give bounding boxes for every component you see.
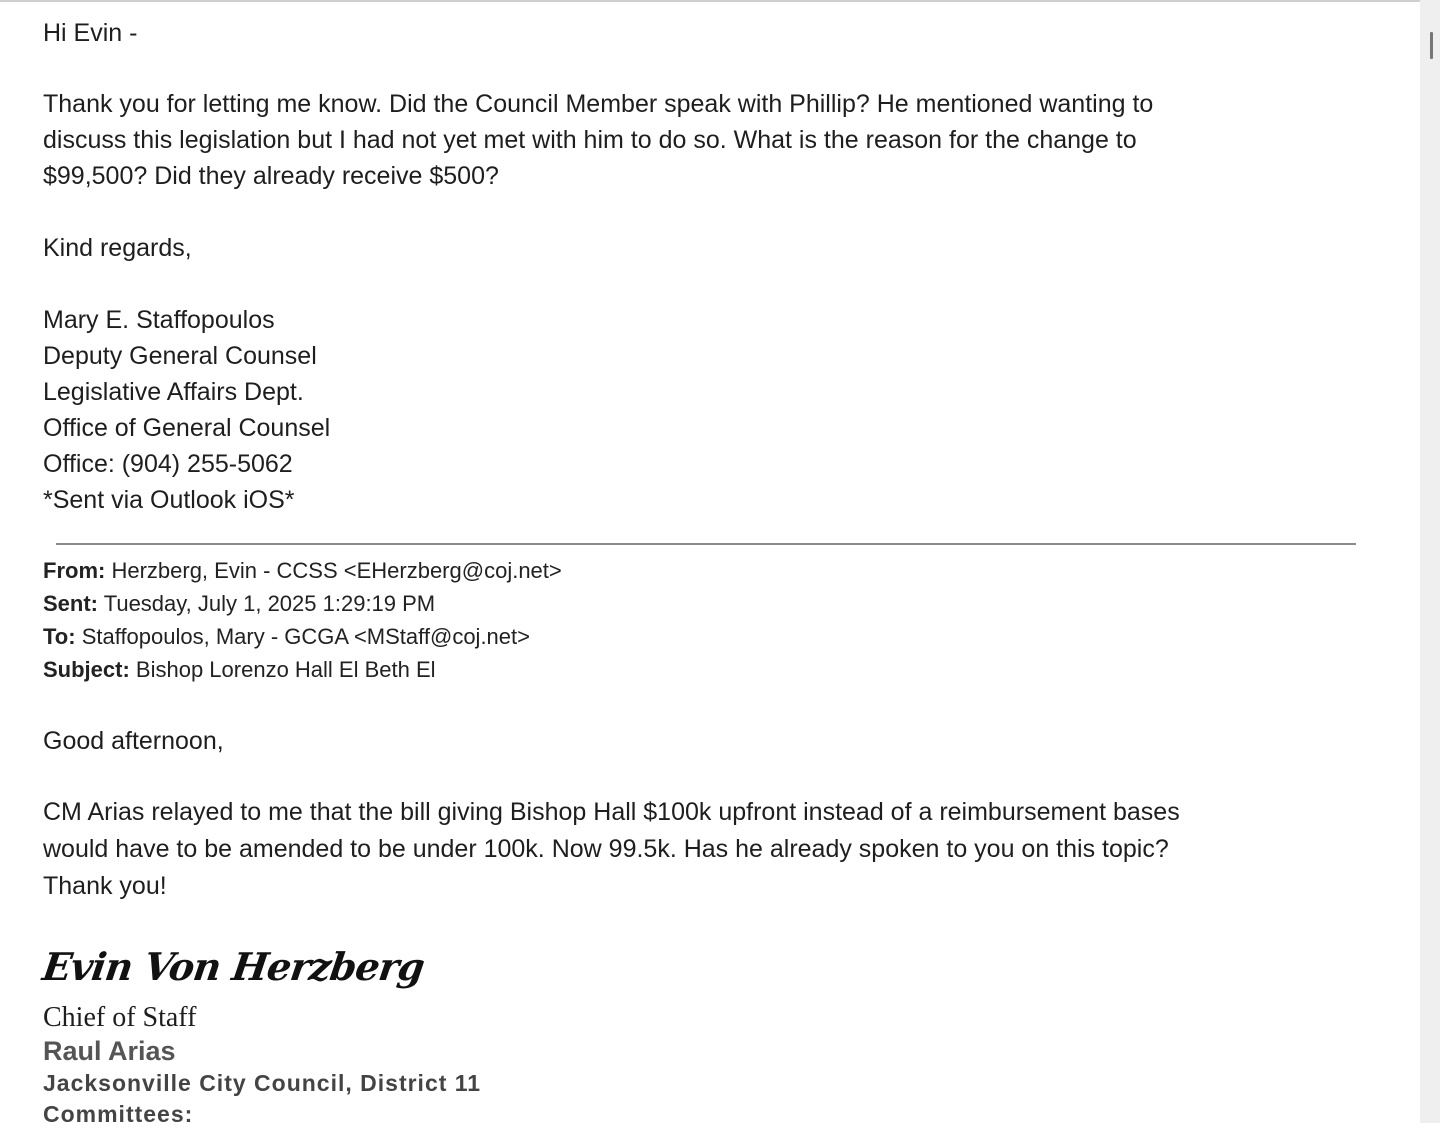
reply-body-line: Thank you for letting me know. Did the Council Member speak with Phillip? He mentioned wanting to xyxy=(43,90,1154,118)
from-label: From: xyxy=(43,558,106,583)
signature-line: Legislative Affairs Dept. xyxy=(43,378,304,406)
handwritten-signature: Evin Von Herzberg xyxy=(39,944,427,989)
to-label: To: xyxy=(43,624,76,649)
original-body-line: would have to be amended to be under 100k. Now 99.5k. Has he already spoken to you on this topic? xyxy=(43,835,1169,863)
council-district: Jacksonville City Council, District 11 xyxy=(43,1070,482,1096)
scrollbar[interactable] xyxy=(1420,0,1440,1123)
reply-closing: Kind regards, xyxy=(43,234,192,262)
original-body-line: Thank you! xyxy=(43,872,167,900)
scrollbar-thumb[interactable] xyxy=(1430,32,1433,59)
header-from xyxy=(43,558,562,584)
signature-phone: Office: (904) 255-5062 xyxy=(43,450,293,478)
original-greeting: Good afternoon, xyxy=(43,727,224,755)
header-to xyxy=(43,624,530,650)
signature-line: Deputy General Counsel xyxy=(43,342,317,370)
reply-body-line: discuss this legislation but I had not yet met with him to do so. What is the reason for the change to xyxy=(43,126,1137,154)
from-value: Herzberg, Evin - CCSS <EHerzberg@coj.net> xyxy=(111,558,562,583)
sender-title: Chief of Staff xyxy=(43,1002,197,1033)
original-body-line: CM Arias relayed to me that the bill giving Bishop Hall $100k upfront instead of a reimbursement bases xyxy=(43,798,1180,826)
subject-value: Bishop Lorenzo Hall El Beth El xyxy=(135,657,436,682)
divider xyxy=(56,543,1356,545)
signature-line: *Sent via Outlook iOS* xyxy=(43,486,295,514)
sent-label: Sent: xyxy=(43,591,98,616)
top-border xyxy=(0,0,1420,2)
header-sent xyxy=(43,591,435,617)
sent-value: Tuesday, July 1, 2025 1:29:19 PM xyxy=(103,591,436,616)
council-member-name: Raul Arias xyxy=(43,1036,176,1066)
to-value: Staffopoulos, Mary - GCGA <MStaff@coj.net> xyxy=(81,624,530,649)
reply-body-line: $99,500? Did they already receive $500? xyxy=(43,162,499,190)
header-subject xyxy=(43,657,436,683)
committees-label: Committees: xyxy=(43,1101,194,1127)
reply-greeting: Hi Evin - xyxy=(43,19,138,47)
signature-line: Office of General Counsel xyxy=(43,414,331,442)
subject-label: Subject: xyxy=(43,657,130,682)
signature-line: Mary E. Staffopoulos xyxy=(43,306,275,334)
